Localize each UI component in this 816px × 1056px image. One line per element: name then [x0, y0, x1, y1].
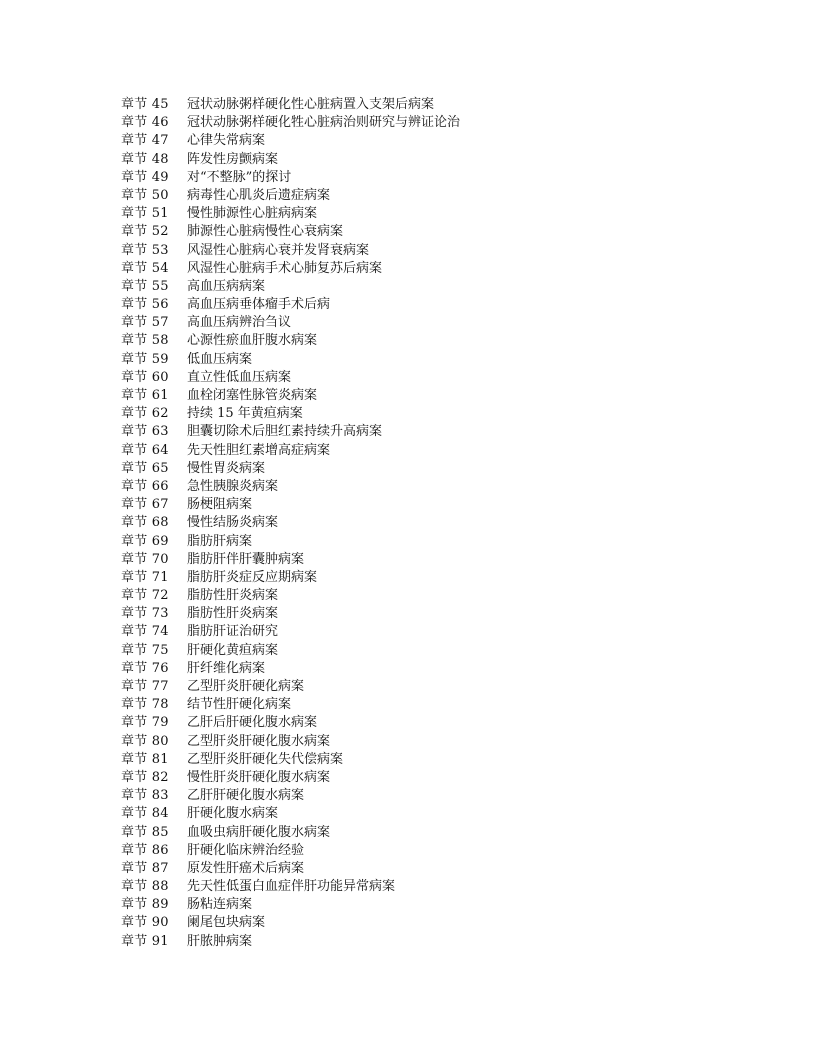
toc-entry [121, 642, 741, 660]
chapter-title: 乙肝后肝硬化腹水病案 [187, 715, 318, 731]
toc-entry [121, 896, 741, 914]
toc-entry [121, 132, 741, 150]
chapter-number: 章节 70 [121, 551, 169, 567]
chapter-number: 章节 62 [121, 406, 169, 422]
chapter-title: 持续 15 年黄疸病案 [187, 406, 303, 422]
chapter-number: 章节 50 [121, 187, 169, 203]
toc-entry [121, 787, 741, 805]
toc-entry [121, 842, 741, 860]
toc-entry [121, 205, 741, 223]
chapter-number: 章节 75 [121, 642, 169, 658]
chapter-title: 对“不整脉”的探讨 [187, 169, 292, 185]
toc-entry [121, 351, 741, 369]
chapter-number: 章节 80 [121, 733, 169, 749]
chapter-title: 急性胰腺炎病案 [187, 478, 279, 494]
chapter-title: 肝纤维化病案 [187, 660, 266, 676]
toc-entry [121, 442, 741, 460]
toc-entry [121, 860, 741, 878]
table-of-contents [121, 96, 741, 951]
chapter-number: 章节 48 [121, 151, 169, 167]
chapter-number: 章节 54 [121, 260, 169, 276]
chapter-title: 肝硬化腹水病案 [187, 806, 279, 822]
chapter-number: 章节 55 [121, 278, 169, 294]
toc-entry [121, 223, 741, 241]
toc-entry [121, 751, 741, 769]
chapter-title: 胆囊切除术后胆红素持续升高病案 [187, 424, 383, 440]
chapter-number: 章节 87 [121, 860, 169, 876]
chapter-title: 原发性肝癌术后病案 [187, 860, 305, 876]
chapter-title: 肝硬化黄疸病案 [187, 642, 279, 658]
toc-entry [121, 933, 741, 951]
chapter-number: 章节 90 [121, 915, 169, 931]
toc-entry [121, 478, 741, 496]
toc-entry [121, 605, 741, 623]
toc-entry [121, 114, 741, 132]
chapter-title: 肝硬化临床辨治经验 [187, 842, 305, 858]
chapter-number: 章节 69 [121, 533, 169, 549]
chapter-number: 章节 88 [121, 879, 169, 895]
chapter-number: 章节 82 [121, 769, 169, 785]
chapter-title: 乙肝肝硬化腹水病案 [187, 788, 305, 804]
toc-entry [121, 769, 741, 787]
chapter-title: 冠状动脉粥样硬化牲心脏病治则研究与辨证论治 [187, 115, 461, 131]
chapter-number: 章节 57 [121, 315, 169, 331]
toc-entry [121, 296, 741, 314]
chapter-title: 肠梗阻病案 [187, 497, 253, 513]
toc-entry [121, 587, 741, 605]
toc-entry [121, 696, 741, 714]
toc-entry [121, 660, 741, 678]
toc-entry [121, 332, 741, 350]
chapter-number: 章节 45 [121, 97, 169, 112]
toc-entry [121, 569, 741, 587]
toc-entry [121, 514, 741, 532]
chapter-number: 章节 61 [121, 388, 169, 403]
chapter-title: 乙型肝炎肝硬化失代偿病案 [187, 751, 344, 767]
toc-entry [121, 678, 741, 696]
toc-entry [121, 260, 741, 278]
chapter-number: 章节 83 [121, 788, 169, 804]
toc-entry [121, 151, 741, 169]
toc-entry [121, 387, 741, 405]
chapter-title: 心源性瘀血肝腹水病案 [187, 333, 318, 349]
chapter-number: 章节 66 [121, 478, 169, 494]
toc-entry [121, 878, 741, 896]
chapter-number: 章节 53 [121, 242, 169, 258]
toc-entry [121, 187, 741, 205]
chapter-title: 结节性肝硬化病案 [187, 697, 292, 713]
chapter-number: 章节 56 [121, 297, 169, 313]
toc-entry [121, 423, 741, 441]
toc-entry [121, 914, 741, 932]
chapter-title: 乙型肝炎肝硬化病案 [187, 679, 305, 694]
chapter-title: 肝脓肿病案 [187, 933, 253, 949]
chapter-number: 章节 85 [121, 824, 169, 840]
toc-entry [121, 533, 741, 551]
chapter-number: 章节 74 [121, 624, 169, 640]
chapter-number: 章节 77 [121, 679, 169, 694]
chapter-title: 高血压病病案 [187, 278, 266, 294]
toc-entry [121, 551, 741, 569]
chapter-title: 先天性胆红素增高症病案 [187, 442, 331, 458]
chapter-title: 慢性肝炎肝硬化腹水病案 [187, 769, 331, 785]
chapter-title: 脂肪肝炎症反应期病案 [187, 569, 318, 585]
chapter-number: 章节 89 [121, 897, 169, 913]
chapter-number: 章节 91 [121, 933, 169, 949]
chapter-title: 阑尾包块病案 [187, 915, 266, 931]
chapter-number: 章节 79 [121, 715, 169, 731]
chapter-number: 章节 71 [121, 569, 169, 585]
chapter-title: 脂肪肝病案 [187, 533, 253, 549]
chapter-number: 章节 78 [121, 697, 169, 713]
chapter-title: 慢性胃炎病案 [187, 460, 266, 476]
chapter-number: 章节 65 [121, 460, 169, 476]
chapter-title: 低血压病案 [187, 351, 253, 367]
toc-entry [121, 824, 741, 842]
chapter-title: 风湿性心脏病手术心肺复苏后病案 [187, 260, 383, 276]
chapter-number: 章节 59 [121, 351, 169, 367]
toc-entry [121, 623, 741, 641]
chapter-number: 章节 64 [121, 442, 169, 458]
chapter-number: 章节 46 [121, 115, 169, 131]
toc-entry [121, 169, 741, 187]
toc-entry [121, 369, 741, 387]
chapter-title: 先天性低蛋白血症伴肝功能异常病案 [187, 879, 396, 895]
chapter-title: 脂肪性肝炎病案 [187, 606, 279, 622]
chapter-title: 肺源性心脏病慢性心衰病案 [187, 224, 344, 240]
chapter-number: 章节 81 [121, 751, 169, 767]
toc-entry [121, 805, 741, 823]
chapter-number: 章节 52 [121, 224, 169, 240]
chapter-title: 心律失常病案 [187, 133, 266, 149]
chapter-title: 乙型肝炎肝硬化腹水病案 [187, 733, 331, 749]
chapter-title: 冠状动脉粥样硬化性心脏病置入支架后病案 [187, 97, 435, 112]
toc-entry [121, 496, 741, 514]
chapter-title: 病毒性心肌炎后遗症病案 [187, 187, 331, 203]
chapter-number: 章节 68 [121, 515, 169, 531]
toc-entry [121, 733, 741, 751]
toc-entry [121, 314, 741, 332]
chapter-title: 高血压病辨治刍议 [187, 315, 292, 331]
chapter-number: 章节 47 [121, 133, 169, 149]
chapter-number: 章节 73 [121, 606, 169, 622]
toc-entry [121, 460, 741, 478]
chapter-title: 直立性低血压病案 [187, 369, 292, 385]
chapter-number: 章节 84 [121, 806, 169, 822]
chapter-number: 章节 72 [121, 588, 169, 604]
chapter-number: 章节 86 [121, 842, 169, 858]
chapter-title: 肠粘连病案 [187, 897, 253, 913]
toc-entry [121, 405, 741, 423]
chapter-title: 脂肪肝伴肝囊肿病案 [187, 551, 305, 567]
toc-entry [121, 96, 741, 114]
toc-entry [121, 714, 741, 732]
chapter-number: 章节 60 [121, 369, 169, 385]
chapter-number: 章节 67 [121, 497, 169, 513]
chapter-number: 章节 49 [121, 169, 169, 185]
chapter-number: 章节 76 [121, 660, 169, 676]
chapter-title: 阵发性房颤病案 [187, 151, 279, 167]
chapter-title: 血吸虫病肝硬化腹水病案 [187, 824, 331, 840]
chapter-title: 风湿性心脏病心衰并发肾衰病案 [187, 242, 370, 258]
chapter-title: 高血压病垂体瘤手术后病 [187, 297, 331, 313]
chapter-title: 脂肪肝证治研究 [187, 624, 279, 640]
chapter-title: 血栓闭塞性脉管炎病案 [187, 388, 318, 403]
chapter-title: 脂肪性肝炎病案 [187, 588, 279, 604]
toc-entry [121, 242, 741, 260]
chapter-title: 慢性结肠炎病案 [187, 515, 279, 531]
chapter-number: 章节 58 [121, 333, 169, 349]
chapter-title: 慢性肺源性心脏病病案 [187, 206, 318, 222]
toc-entry [121, 278, 741, 296]
chapter-number: 章节 51 [121, 206, 169, 222]
chapter-number: 章节 63 [121, 424, 169, 440]
